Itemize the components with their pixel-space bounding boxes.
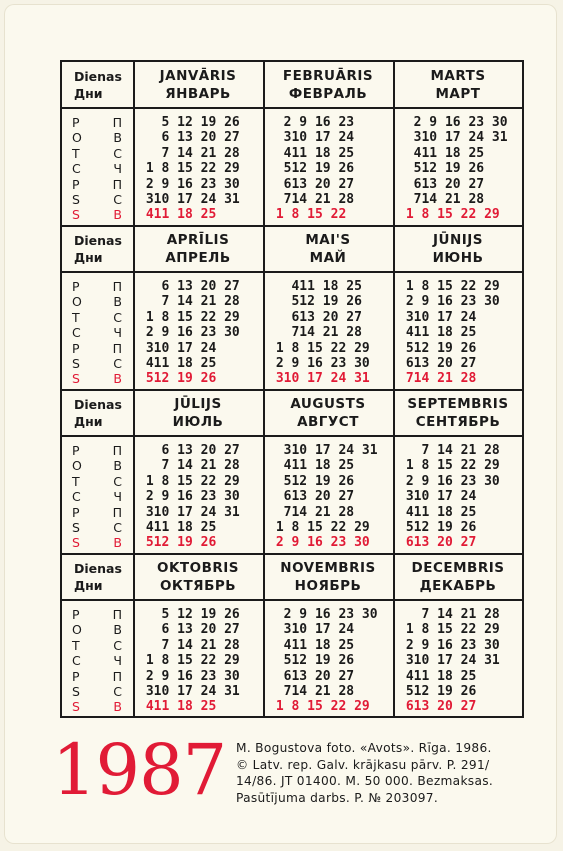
calendar-card bbox=[4, 4, 557, 844]
days-header-ru: Дни bbox=[74, 86, 103, 101]
month-days bbox=[398, 443, 500, 551]
week-row: 613 20 27 bbox=[268, 176, 355, 192]
header-divider-line bbox=[62, 599, 522, 601]
weekday-lv: P bbox=[72, 340, 80, 356]
weekday-lv: S bbox=[72, 535, 80, 551]
month-name-ru: МАРТ bbox=[435, 86, 481, 102]
days-header-lv: Dienas bbox=[74, 69, 122, 84]
week-row: 613 20 27 bbox=[268, 668, 355, 684]
month-name-ru: АПРЕЛЬ bbox=[165, 250, 231, 266]
weekday-label bbox=[72, 489, 128, 504]
week-row: 1 8 15 22 29 bbox=[268, 519, 370, 535]
week-row: 1 8 15 22 29 bbox=[138, 309, 240, 325]
week-row: 512 19 26 bbox=[398, 519, 477, 535]
days-header bbox=[74, 232, 122, 266]
week-row: 1 8 15 22 29 bbox=[398, 458, 500, 474]
weekday-ru: С bbox=[113, 145, 122, 161]
week-row: 411 18 25 bbox=[398, 325, 477, 341]
month-name-lv: JANVĀRIS bbox=[159, 68, 237, 84]
credits-line: Pasūtījuma darbs. P. № 203097. bbox=[236, 790, 439, 805]
month-name-ru: СЕНТЯБРЬ bbox=[415, 414, 501, 430]
weekday-label bbox=[72, 115, 128, 130]
week-row: 613 20 27 bbox=[398, 355, 477, 371]
weekday-ru: С bbox=[113, 637, 122, 653]
weekday-ru: Ч bbox=[113, 489, 122, 505]
month-days bbox=[268, 443, 378, 551]
weekday-label bbox=[72, 638, 128, 653]
week-row: 7 14 21 28 bbox=[398, 443, 500, 458]
weekday-lv: P bbox=[72, 668, 80, 684]
days-header bbox=[74, 68, 122, 102]
month-days bbox=[268, 279, 370, 387]
header-divider-line bbox=[62, 107, 522, 109]
month-name bbox=[396, 231, 520, 267]
weekday-label bbox=[72, 310, 128, 325]
month-name bbox=[396, 67, 520, 103]
week-row: 310 17 24 31 bbox=[398, 653, 500, 669]
month-name bbox=[266, 231, 390, 267]
week-row: 613 20 27 bbox=[268, 309, 362, 325]
month-name-ru: ИЮЛЬ bbox=[172, 414, 224, 430]
weekday-labels bbox=[72, 279, 128, 387]
week-row: 2 9 16 23 30 bbox=[138, 325, 240, 341]
weekday-ru: В bbox=[113, 622, 122, 638]
days-header-lv: Dienas bbox=[74, 233, 122, 248]
weekday-label bbox=[72, 130, 128, 145]
weekday-label bbox=[72, 458, 128, 473]
week-row: 1 8 15 22 29 bbox=[138, 161, 240, 177]
credits-line: © Latv. rep. Galv. krājkasu pārv. P. 291/ bbox=[236, 757, 490, 772]
week-row: 5 12 19 26 bbox=[138, 115, 240, 130]
week-row: 310 17 24 bbox=[398, 309, 477, 325]
weekday-label bbox=[72, 443, 128, 458]
week-row: 2 9 16 23 30 bbox=[268, 607, 378, 622]
weekday-ru: Ч bbox=[113, 161, 122, 177]
week-row: 512 19 26 bbox=[138, 535, 217, 551]
weekday-ru: В bbox=[113, 207, 122, 223]
week-row: 2 9 16 23 30 bbox=[398, 473, 500, 489]
weekday-label bbox=[72, 535, 128, 550]
week-row: 310 17 24 31 bbox=[138, 191, 240, 207]
weekday-label bbox=[72, 520, 128, 535]
week-row: 411 18 25 bbox=[268, 279, 362, 294]
week-row: 2 9 16 23 30 bbox=[268, 355, 370, 371]
month-name-lv: NOVEMBRIS bbox=[280, 560, 376, 576]
credits-block bbox=[236, 740, 493, 806]
week-row: 714 21 28 bbox=[268, 683, 355, 699]
month-days bbox=[398, 115, 508, 223]
week-row: 1 8 15 22 29 bbox=[398, 622, 500, 638]
week-row: 7 14 21 28 bbox=[138, 458, 240, 474]
month-name-lv: FEBRUĀRIS bbox=[282, 68, 374, 84]
month-name-lv: AUGUSTS bbox=[290, 396, 366, 412]
week-row: 310 17 24 bbox=[398, 489, 477, 505]
month-days bbox=[138, 443, 240, 551]
week-row: 7 14 21 28 bbox=[138, 145, 240, 161]
weekday-lv: T bbox=[72, 637, 80, 653]
week-row: 310 17 24 bbox=[268, 130, 355, 146]
month-name-lv: APRĪLIS bbox=[166, 232, 230, 248]
week-row: 2 9 16 23 30 bbox=[268, 535, 370, 551]
month-days bbox=[138, 279, 240, 387]
weekday-lv: T bbox=[72, 309, 80, 325]
weekday-lv: C bbox=[72, 653, 81, 669]
week-row: 512 19 26 bbox=[268, 473, 355, 489]
weekday-lv: C bbox=[72, 489, 81, 505]
week-row: 714 21 28 bbox=[398, 191, 485, 207]
weekday-label bbox=[72, 505, 128, 520]
weekday-ru: С bbox=[113, 191, 122, 207]
days-header bbox=[74, 396, 122, 430]
weekday-labels bbox=[72, 115, 128, 223]
week-row: 6 13 20 27 bbox=[138, 279, 240, 294]
weekday-label bbox=[72, 207, 128, 222]
weekday-ru: В bbox=[113, 699, 122, 715]
weekday-ru: В bbox=[113, 130, 122, 146]
weekday-ru: П bbox=[112, 443, 122, 458]
month-name bbox=[136, 559, 260, 595]
month-name bbox=[396, 559, 520, 595]
credits-line: 14/86. JT 01400. M. 50 000. Bezmaksas. bbox=[236, 774, 494, 788]
week-row: 512 19 26 bbox=[268, 161, 355, 177]
calendar-grid bbox=[60, 60, 524, 718]
month-name bbox=[266, 395, 390, 431]
week-row: 512 19 26 bbox=[268, 653, 355, 669]
month-name-lv: DECEMBRIS bbox=[411, 560, 505, 576]
month-name-lv: JŪLIJS bbox=[174, 396, 222, 412]
month-name-ru: ОКТЯБРЬ bbox=[159, 578, 237, 594]
month-days bbox=[268, 607, 378, 715]
week-row: 7 14 21 28 bbox=[398, 607, 500, 622]
weekday-label bbox=[72, 653, 128, 668]
weekday-label bbox=[72, 684, 128, 699]
weekday-lv: P bbox=[72, 176, 80, 192]
week-row: 411 18 25 bbox=[138, 207, 217, 223]
weekday-label bbox=[72, 325, 128, 340]
weekday-label bbox=[72, 371, 128, 386]
weekday-lv: S bbox=[72, 355, 80, 371]
days-header-ru: Дни bbox=[74, 578, 103, 593]
weekday-ru: В bbox=[113, 294, 122, 310]
days-header-ru: Дни bbox=[74, 414, 103, 429]
week-row: 512 19 26 bbox=[268, 294, 362, 310]
weekday-lv: S bbox=[72, 191, 80, 207]
week-row: 1 8 15 22 29 bbox=[398, 207, 500, 223]
weekday-labels bbox=[72, 607, 128, 715]
week-row: 714 21 28 bbox=[398, 371, 477, 387]
week-row: 1 8 15 22 29 bbox=[398, 279, 500, 294]
week-row: 1 8 15 22 29 bbox=[138, 473, 240, 489]
weekday-lv: C bbox=[72, 161, 81, 177]
weekday-label bbox=[72, 192, 128, 207]
weekday-labels bbox=[72, 443, 128, 551]
week-row: 411 18 25 bbox=[398, 504, 477, 520]
week-row: 310 17 24 31 bbox=[268, 371, 370, 387]
week-row: 2 9 16 23 30 bbox=[398, 115, 508, 130]
weekday-ru: П bbox=[112, 668, 122, 684]
weekday-ru: С bbox=[113, 355, 122, 371]
weekday-lv: S bbox=[72, 699, 80, 715]
days-header bbox=[74, 560, 122, 594]
week-row: 310 17 24 31 bbox=[138, 504, 240, 520]
weekday-ru: П bbox=[112, 115, 122, 130]
month-days bbox=[268, 115, 354, 223]
weekday-lv: T bbox=[72, 145, 80, 161]
weekday-ru: С bbox=[113, 473, 122, 489]
month-name bbox=[396, 395, 520, 431]
days-header-lv: Dienas bbox=[74, 561, 122, 576]
month-name-ru: АВГУСТ bbox=[297, 414, 359, 430]
weekday-label bbox=[72, 669, 128, 684]
week-row: 7 14 21 28 bbox=[138, 637, 240, 653]
week-row: 613 20 27 bbox=[398, 176, 485, 192]
month-days bbox=[398, 279, 500, 387]
week-row: 2 9 16 23 bbox=[268, 115, 355, 130]
weekday-ru: В bbox=[113, 371, 122, 387]
week-row: 6 13 20 27 bbox=[138, 130, 240, 146]
credits-line: M. Bogustova foto. «Avots». Rīga. 1986. bbox=[236, 741, 492, 755]
weekday-lv: S bbox=[72, 683, 80, 699]
weekday-lv: P bbox=[72, 443, 80, 458]
month-name-ru: МАЙ bbox=[309, 250, 347, 266]
month-name bbox=[136, 67, 260, 103]
week-row: 310 17 24 bbox=[138, 340, 217, 356]
weekday-lv: S bbox=[72, 371, 80, 387]
weekday-ru: С bbox=[113, 683, 122, 699]
week-row: 1 8 15 22 29 bbox=[268, 699, 370, 715]
grid-horizontal-line bbox=[62, 225, 522, 227]
weekday-ru: В bbox=[113, 535, 122, 551]
weekday-label bbox=[72, 279, 128, 294]
month-name-lv: MARTS bbox=[430, 68, 486, 84]
week-row: 714 21 28 bbox=[268, 325, 362, 341]
weekday-ru: С bbox=[113, 309, 122, 325]
month-name-ru: ДЕКАБРЬ bbox=[419, 578, 497, 594]
week-row: 613 20 27 bbox=[398, 699, 477, 715]
week-row: 512 19 26 bbox=[138, 371, 217, 387]
week-row: 714 21 28 bbox=[268, 191, 355, 207]
week-row: 411 18 25 bbox=[398, 145, 485, 161]
days-header-ru: Дни bbox=[74, 250, 103, 265]
weekday-lv: O bbox=[72, 622, 82, 638]
week-row: 2 9 16 23 30 bbox=[138, 668, 240, 684]
month-name-ru: ФЕВРАЛЬ bbox=[288, 86, 368, 102]
week-row: 6 13 20 27 bbox=[138, 443, 240, 458]
month-days bbox=[138, 607, 240, 715]
month-name bbox=[136, 231, 260, 267]
weekday-lv: P bbox=[72, 279, 80, 294]
weekday-ru: Ч bbox=[113, 653, 122, 669]
weekday-label bbox=[72, 607, 128, 622]
week-row: 512 19 26 bbox=[398, 683, 477, 699]
week-row: 310 17 24 31 bbox=[268, 443, 378, 458]
week-row: 411 18 25 bbox=[268, 458, 355, 474]
grid-horizontal-line bbox=[62, 389, 522, 391]
weekday-ru: П bbox=[112, 607, 122, 622]
week-row: 411 18 25 bbox=[398, 668, 477, 684]
weekday-lv: C bbox=[72, 325, 81, 341]
week-row: 2 9 16 23 30 bbox=[138, 176, 240, 192]
week-row: 1 8 15 22 29 bbox=[268, 340, 370, 356]
year-title: 1987 bbox=[52, 729, 227, 811]
month-name-ru: ЯНВАРЬ bbox=[165, 86, 231, 102]
month-name bbox=[266, 67, 390, 103]
week-row: 310 17 24 bbox=[268, 622, 355, 638]
days-header-lv: Dienas bbox=[74, 397, 122, 412]
weekday-label bbox=[72, 474, 128, 489]
week-row: 2 9 16 23 30 bbox=[398, 637, 500, 653]
weekday-lv: O bbox=[72, 294, 82, 310]
month-name-lv: MAI'S bbox=[305, 232, 351, 248]
month-days bbox=[398, 607, 500, 715]
month-name bbox=[266, 559, 390, 595]
month-name-lv: JŪNIJS bbox=[432, 232, 484, 248]
week-row: 411 18 25 bbox=[138, 355, 217, 371]
week-row: 2 9 16 23 30 bbox=[398, 294, 500, 310]
week-row: 411 18 25 bbox=[138, 519, 217, 535]
weekday-label bbox=[72, 622, 128, 637]
week-row: 613 20 27 bbox=[268, 489, 355, 505]
header-divider-line bbox=[62, 435, 522, 437]
week-row: 411 18 25 bbox=[268, 145, 355, 161]
weekday-lv: P bbox=[72, 607, 80, 622]
weekday-lv: S bbox=[72, 519, 80, 535]
header-divider-line bbox=[62, 271, 522, 273]
week-row: 310 17 24 31 bbox=[398, 130, 508, 146]
month-name bbox=[136, 395, 260, 431]
weekday-ru: В bbox=[113, 458, 122, 474]
month-name-lv: SEPTEMBRIS bbox=[407, 396, 509, 412]
week-row: 7 14 21 28 bbox=[138, 294, 240, 310]
weekday-lv: S bbox=[72, 207, 80, 223]
week-row: 2 9 16 23 30 bbox=[138, 489, 240, 505]
month-name-ru: ИЮНЬ bbox=[432, 250, 484, 266]
week-row: 512 19 26 bbox=[398, 340, 477, 356]
weekday-label bbox=[72, 699, 128, 714]
weekday-lv: P bbox=[72, 504, 80, 520]
grid-horizontal-line bbox=[62, 553, 522, 555]
month-days bbox=[138, 115, 240, 223]
week-row: 411 18 25 bbox=[268, 637, 355, 653]
weekday-label bbox=[72, 294, 128, 309]
week-row: 310 17 24 31 bbox=[138, 683, 240, 699]
week-row: 714 21 28 bbox=[268, 504, 355, 520]
weekday-lv: T bbox=[72, 473, 80, 489]
weekday-lv: P bbox=[72, 115, 80, 130]
weekday-ru: Ч bbox=[113, 325, 122, 341]
week-row: 5 12 19 26 bbox=[138, 607, 240, 622]
weekday-ru: П bbox=[112, 340, 122, 356]
weekday-lv: O bbox=[72, 458, 82, 474]
week-row: 1 8 15 22 29 bbox=[138, 653, 240, 669]
weekday-label bbox=[72, 146, 128, 161]
week-row: 6 13 20 27 bbox=[138, 622, 240, 638]
month-name-ru: НОЯБРЬ bbox=[294, 578, 362, 594]
weekday-ru: С bbox=[113, 519, 122, 535]
weekday-lv: O bbox=[72, 130, 82, 146]
week-row: 613 20 27 bbox=[398, 535, 477, 551]
weekday-label bbox=[72, 341, 128, 356]
week-row: 1 8 15 22 bbox=[268, 207, 347, 223]
weekday-label bbox=[72, 161, 128, 176]
month-name-lv: OKTOBRIS bbox=[156, 560, 240, 576]
week-row: 411 18 25 bbox=[138, 699, 217, 715]
weekday-label bbox=[72, 177, 128, 192]
weekday-label bbox=[72, 356, 128, 371]
weekday-ru: П bbox=[112, 504, 122, 520]
weekday-ru: П bbox=[112, 279, 122, 294]
weekday-ru: П bbox=[112, 176, 122, 192]
week-row: 512 19 26 bbox=[398, 161, 485, 177]
